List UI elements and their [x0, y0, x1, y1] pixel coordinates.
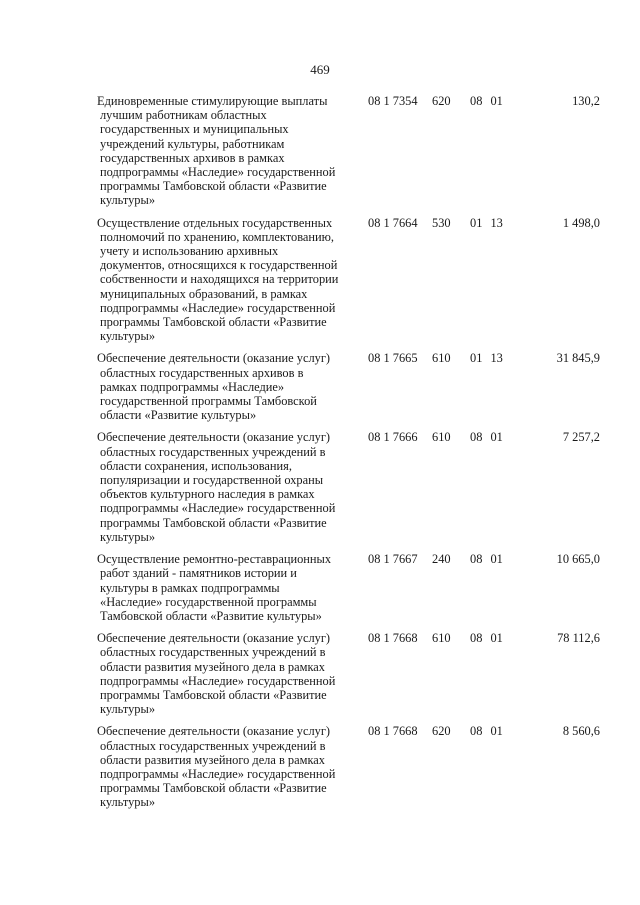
description-line: Единовременные стимулирующие выплаты — [97, 94, 328, 108]
description-line: подпрограммы «Наследие» государственной — [100, 300, 336, 315]
expense-type-code: 620 — [432, 724, 451, 739]
row-description — [97, 351, 359, 422]
table-row — [0, 430, 640, 544]
row-description — [97, 552, 359, 623]
target-article-code: 08 1 7668 — [368, 631, 418, 646]
table-row — [0, 94, 640, 208]
description-line: культуры» — [100, 702, 156, 717]
description-line: «Наследие» государственной программы — [100, 594, 317, 609]
description-line: области развития музейного дела в рамках — [100, 659, 325, 674]
description-line: государственных архивов в рамках — [100, 150, 285, 165]
description-line: культуры» — [100, 329, 156, 344]
expense-type-code: 610 — [432, 351, 451, 366]
description-line: области развития музейного дела в рамках — [100, 752, 325, 767]
section-subsection-code: 01 13 — [470, 215, 503, 230]
description-line: культуры в рамках подпрограммы — [100, 580, 280, 595]
expense-type-code: 620 — [432, 94, 451, 108]
budget-table — [0, 94, 640, 818]
description-line: области сохранения, использования, — [100, 458, 292, 473]
description-line: документов, относящихся к государственной — [100, 258, 338, 273]
amount-value: 8 560,6 — [562, 724, 600, 739]
target-article-code: 08 1 7665 — [368, 351, 418, 366]
target-article-code: 08 1 7666 — [368, 430, 418, 445]
table-row — [0, 351, 640, 422]
amount-value: 130,2 — [572, 94, 600, 108]
description-line: учреждений культуры, работникам — [100, 136, 285, 151]
description-line: полномочий по хранению, комплектованию, — [100, 229, 335, 244]
description-line: Осуществление ремонтно-реставрационных — [97, 552, 332, 567]
description-line: программы Тамбовской области «Развитие — [100, 179, 327, 194]
description-line: культуры» — [100, 529, 156, 544]
description-line: Обеспечение деятельности (оказание услуг) — [97, 430, 331, 445]
section-subsection-code: 08 01 — [470, 724, 503, 739]
description-line: Обеспечение деятельности (оказание услуг) — [97, 724, 331, 739]
expense-type-code: 610 — [432, 631, 451, 646]
section-subsection-code: 08 01 — [470, 430, 503, 445]
target-article-code: 08 1 7664 — [368, 215, 418, 230]
expense-type-code: 610 — [432, 430, 451, 445]
description-line: работ зданий - памятников истории и — [100, 566, 297, 581]
row-description — [97, 216, 359, 344]
description-line: популяризации и государственной охраны — [100, 473, 324, 488]
description-line: лучшим работникам областных — [100, 108, 267, 123]
table-row — [0, 631, 640, 716]
amount-value: 10 665,0 — [556, 552, 600, 567]
row-description — [97, 631, 359, 716]
page-number: 469 — [310, 62, 330, 77]
section-subsection-code: 08 01 — [470, 94, 503, 108]
target-article-code: 08 1 7668 — [368, 724, 418, 739]
section-subsection-code: 08 01 — [470, 631, 503, 646]
description-line: подпрограммы «Наследие» государственной — [100, 766, 336, 781]
description-line: областных государственных учреждений в — [100, 444, 326, 459]
row-description — [97, 430, 359, 544]
amount-value: 7 257,2 — [562, 430, 600, 445]
description-line: подпрограммы «Наследие» государственной — [100, 673, 336, 688]
description-line: подпрограммы «Наследие» государственной — [100, 165, 336, 180]
section-subsection-code: 01 13 — [470, 351, 503, 366]
description-line: рамках подпрограммы «Наследие» — [100, 379, 285, 394]
description-line: муниципальных образований, в рамках — [100, 286, 308, 301]
description-line: объектов культурного наследия в рамках — [100, 487, 315, 502]
description-line: учету и использованию архивных — [100, 244, 279, 259]
description-line: областных государственных архивов в — [100, 365, 304, 380]
expense-type-code: 240 — [432, 552, 451, 567]
description-line: собственности и находящихся на территории — [100, 272, 339, 287]
description-line: Осуществление отдельных государственных — [97, 215, 333, 230]
description-line: программы Тамбовской области «Развитие — [100, 315, 327, 330]
description-line: Тамбовской области «Развитие культуры» — [100, 608, 322, 623]
description-line: государственной программы Тамбовской — [100, 394, 317, 409]
row-description — [97, 94, 359, 208]
description-line: подпрограммы «Наследие» государственной — [100, 501, 336, 516]
description-line: программы Тамбовской области «Развитие — [100, 781, 327, 796]
description-line: областных государственных учреждений в — [100, 738, 326, 753]
table-row — [0, 724, 640, 809]
section-subsection-code: 08 01 — [470, 552, 503, 567]
description-line: Обеспечение деятельности (оказание услуг) — [97, 351, 331, 366]
description-line: культуры» — [100, 795, 156, 810]
amount-value: 31 845,9 — [556, 351, 600, 366]
description-line: области «Развитие культуры» — [100, 408, 257, 423]
description-line: Обеспечение деятельности (оказание услуг) — [97, 631, 331, 646]
expense-type-code: 530 — [432, 215, 451, 230]
description-line: программы Тамбовской области «Развитие — [100, 515, 327, 530]
description-line: областных государственных учреждений в — [100, 645, 326, 660]
amount-value: 1 498,0 — [562, 215, 600, 230]
description-line: государственных и муниципальных — [100, 122, 289, 137]
target-article-code: 08 1 7667 — [368, 552, 418, 567]
table-row — [0, 552, 640, 623]
description-line: программы Тамбовской области «Развитие — [100, 687, 327, 702]
row-description — [97, 724, 359, 809]
target-article-code: 08 1 7354 — [368, 94, 418, 108]
description-line: культуры» — [100, 193, 156, 208]
amount-value: 78 112,6 — [557, 631, 600, 646]
table-row — [0, 216, 640, 344]
